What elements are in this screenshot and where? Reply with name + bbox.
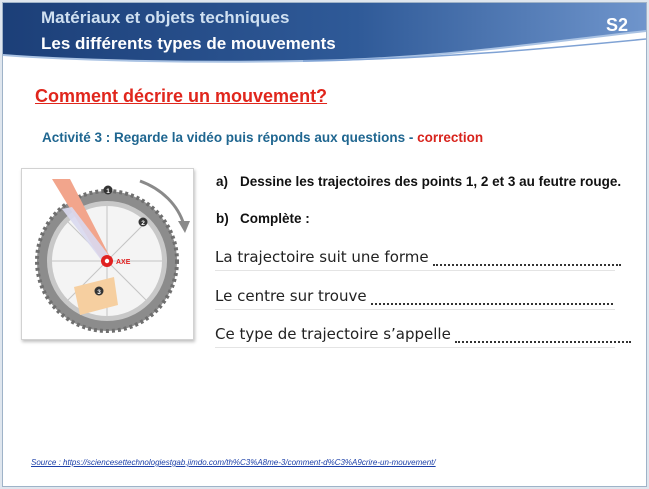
bicycle-wheel-illustration — [22, 169, 193, 339]
slide-code: S2 — [605, 15, 628, 35]
fill-line-3-blank[interactable] — [455, 331, 631, 343]
source-link[interactable]: Source : https://sciencesettechnologiestgab.jimdo.com/th%C3%A8me-3/comment-d%C3%A9crire-un-mouvement/ — [31, 458, 436, 467]
activity-text: Activité 3 : Regarde la vidéo puis réponds aux questions - — [42, 130, 418, 145]
instruction-b-text: Complète : — [240, 211, 310, 226]
instruction-a — [216, 174, 621, 189]
fill-line-3-label: Ce type de trajectoire s’appelle — [215, 325, 451, 343]
main-question: Comment décrire un mouvement? — [35, 86, 328, 106]
header-subject: Matériaux et objets techniques — [41, 8, 290, 27]
point-1-label: 1 — [106, 188, 110, 195]
instruction-a-marker: a) — [216, 174, 229, 189]
instruction-b — [216, 211, 310, 226]
fill-line-1-blank[interactable] — [433, 254, 621, 266]
fill-line-2-label: Le centre sur trouve — [215, 287, 367, 305]
point-2-label: 2 — [141, 220, 145, 227]
point-3-label: 3 — [97, 289, 101, 296]
header-banner — [3, 3, 646, 65]
fill-line-2-blank[interactable] — [371, 293, 613, 305]
activity-line — [42, 130, 483, 145]
axis-label: AXE — [116, 259, 131, 266]
fill-line-1-label: La trajectoire suit une forme — [215, 248, 429, 266]
fill-line-1 — [215, 248, 615, 271]
fill-line-2 — [215, 287, 615, 310]
instruction-b-marker: b) — [216, 211, 229, 226]
rotation-arrow-head — [178, 221, 190, 233]
fill-line-3 — [215, 325, 615, 348]
wheel-figure — [21, 168, 194, 340]
correction-label: correction — [417, 130, 484, 145]
instruction-a-text: Dessine les trajectoires des points 1, 2 et 3 au feutre rouge. — [240, 174, 622, 189]
slide — [2, 2, 647, 487]
header-title: Les différents types de mouvements — [41, 34, 336, 53]
